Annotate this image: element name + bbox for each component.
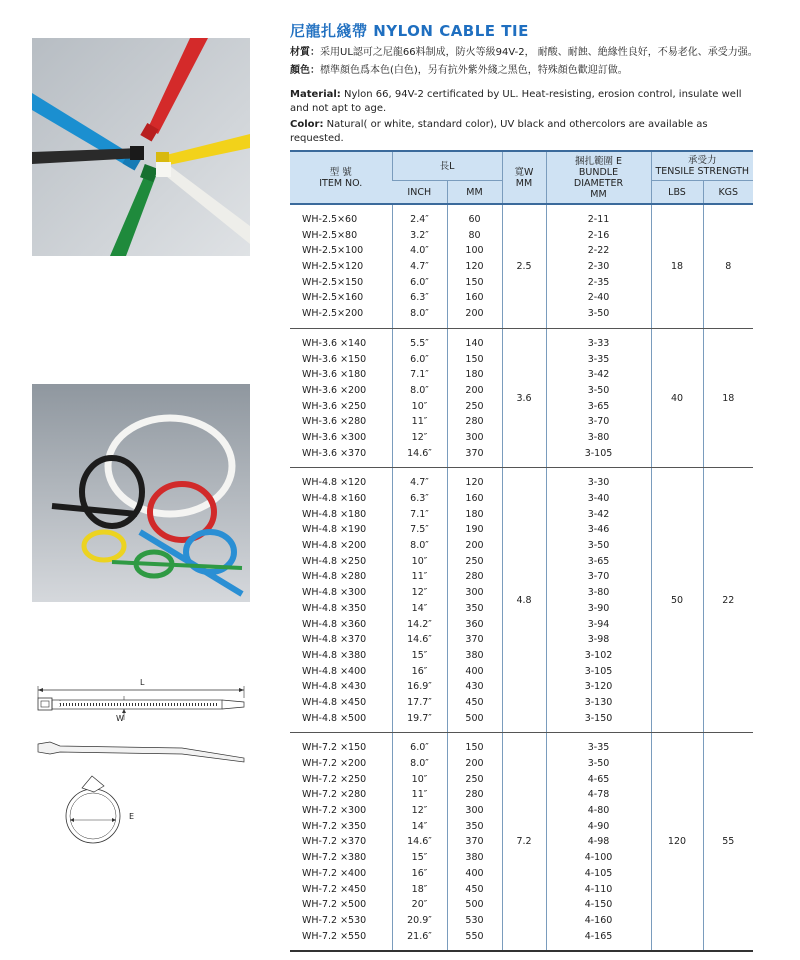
mm-cell: [447, 328, 502, 468]
inch-cell-value: 6.0″: [410, 742, 429, 754]
inch-cell-value: 5.5″: [410, 337, 429, 349]
item-cell-value: WH-3.6 ×300: [302, 431, 367, 443]
item-cell-value: WH-4.8 ×400: [302, 665, 367, 677]
inch-cell-value: 8.0″: [410, 758, 429, 769]
bundle-cell-value: 3-80: [587, 587, 610, 599]
mm-cell-value: 200: [465, 540, 484, 552]
item-cell: [290, 468, 392, 733]
mm-cell-value: 250: [465, 773, 484, 785]
bundle-cell-value: 3-65: [587, 400, 610, 412]
inch-cell: [392, 328, 447, 468]
inch-cell-value: 11″: [411, 571, 428, 583]
bundle-cell-value: 3-50: [587, 758, 610, 769]
bundle-cell-value: 3-35: [587, 353, 610, 365]
item-cell-value: WH-4.8 ×360: [302, 618, 367, 630]
item-cell-value: WH-4.8 ×450: [302, 696, 367, 708]
inch-cell-value: 15″: [411, 649, 428, 661]
item-cell-value: WH-4.8 ×160: [302, 493, 367, 504]
header-bundle-unit: MM: [590, 188, 607, 200]
item-cell-value: WH-7.2 ×380: [302, 852, 367, 864]
mm-cell-value: 360: [465, 618, 484, 630]
item-cell-value: WH-3.6 ×370: [302, 447, 367, 459]
item-cell-value: WH-4.8 ×350: [302, 602, 367, 614]
cn-color-text: 標準顏色爲本色(白色)，另有抗外紫外綫之黑色，特殊顏色歡迎訂做。: [320, 65, 628, 76]
bundle-cell-value: 2-40: [587, 292, 610, 304]
table-group-row: [290, 328, 753, 468]
mm-cell-value: 300: [465, 587, 484, 599]
bundle-cell: [546, 468, 651, 733]
inch-cell-value: 18″: [411, 883, 428, 895]
item-cell-value: WH-7.2 ×500: [302, 899, 367, 911]
mm-cell-value: 160: [465, 493, 484, 504]
bundle-cell-value: 3-30: [587, 477, 610, 489]
mm-cell-value: 150: [465, 353, 484, 365]
mm-cell-value: 200: [465, 308, 484, 320]
mm-cell-value: 430: [465, 681, 484, 693]
kgs-cell: 18: [703, 328, 753, 468]
width-cell: 2.5: [502, 204, 546, 328]
inch-cell-value: 4.7″: [410, 261, 429, 273]
inch-cell-value: 4.7″: [410, 477, 429, 489]
bundle-cell: [546, 328, 651, 468]
inch-cell-value: 15″: [411, 852, 428, 864]
item-cell-value: WH-4.8 ×190: [302, 524, 367, 536]
inch-cell-value: 14.6″: [407, 634, 432, 646]
kgs-cell: 55: [703, 733, 753, 951]
cn-material-label: 材質：: [290, 47, 320, 58]
bundle-cell-value: 3-42: [587, 508, 610, 520]
item-cell-value: WH-7.2 ×450: [302, 883, 367, 895]
inch-cell-value: 7.1″: [410, 508, 429, 520]
header-tensile-en: TENSILE STRENGTH: [655, 166, 750, 177]
mm-cell: [447, 204, 502, 328]
item-cell-value: WH-2.5×100: [302, 245, 364, 257]
bundle-cell-value: 2-35: [587, 276, 610, 288]
mm-cell-value: 450: [465, 883, 484, 895]
mm-cell-value: 180: [465, 508, 484, 520]
item-cell-value: WH-3.6 ×180: [302, 369, 367, 381]
bundle-cell-value: 4-78: [587, 789, 610, 801]
bundle-cell-value: 3-80: [587, 431, 610, 443]
mm-cell-value: 530: [465, 914, 484, 926]
mm-cell-value: 500: [465, 712, 484, 724]
header-width-unit: MM: [515, 177, 533, 189]
inch-cell-value: 17.7″: [407, 696, 432, 708]
lbs-cell: 50: [651, 468, 703, 733]
inch-cell-value: 20.9″: [407, 914, 432, 926]
mm-cell-value: 250: [465, 400, 484, 412]
mm-cell-value: 450: [465, 696, 484, 708]
mm-cell-value: 160: [465, 292, 484, 304]
dimension-diagram: [32, 676, 257, 846]
kgs-cell: 22: [703, 468, 753, 733]
item-cell-value: WH-3.6 ×250: [302, 400, 367, 412]
bundle-cell: [546, 204, 651, 328]
mm-cell-value: 400: [465, 867, 484, 879]
bundle-cell-value: 4-100: [584, 852, 613, 864]
item-cell-value: WH-3.6 ×140: [302, 337, 367, 349]
mm-cell-value: 200: [465, 384, 484, 396]
item-cell-value: WH-4.8 ×250: [302, 555, 367, 567]
item-cell-value: WH-4.8 ×120: [302, 477, 367, 489]
bundle-cell-value: 2-16: [587, 229, 610, 241]
mm-cell-value: 200: [465, 758, 484, 769]
bundle-cell-value: 3-70: [587, 416, 610, 428]
bundle-label: E: [129, 812, 135, 821]
mm-cell-value: 250: [465, 555, 484, 567]
item-cell-value: WH-2.5×120: [302, 261, 364, 273]
item-cell-value: WH-7.2 ×250: [302, 773, 367, 785]
mm-cell-value: 120: [465, 477, 484, 489]
item-cell-value: WH-4.8 ×380: [302, 649, 367, 661]
item-cell-value: WH-2.5×200: [302, 308, 364, 320]
bundle-cell-value: 4-80: [587, 805, 610, 817]
inch-cell-value: 14.6″: [407, 836, 432, 848]
inch-cell-value: 3.2″: [410, 229, 429, 241]
header-bundle-cn: 捆扎範圍 E: [574, 155, 623, 167]
header-length: 長L: [392, 151, 502, 181]
item-cell-value: WH-2.5×150: [302, 276, 364, 288]
bundle-cell-value: 3-40: [587, 493, 610, 504]
item-cell-value: WH-7.2 ×150: [302, 742, 367, 754]
page-title: 尼龍扎綫帶 NYLON CABLE TIE: [290, 22, 529, 40]
inch-cell-value: 4.0″: [410, 245, 429, 257]
header-lbs: LBS: [651, 181, 703, 205]
inch-cell-value: 2.4″: [410, 214, 429, 225]
bundle-cell-value: 3-70: [587, 571, 610, 583]
header-item-en: ITEM NO.: [319, 177, 363, 189]
inch-cell-value: 10″: [411, 400, 428, 412]
inch-cell: [392, 204, 447, 328]
item-cell-value: WH-2.5×60: [302, 214, 358, 225]
header-item: [290, 151, 392, 204]
bundle-cell-value: 3-94: [587, 618, 610, 630]
item-cell-value: WH-2.5×160: [302, 292, 364, 304]
inch-cell-value: 12″: [411, 587, 428, 599]
mm-cell-value: 120: [465, 261, 484, 273]
item-cell-value: WH-2.5×80: [302, 229, 358, 241]
mm-cell-value: 380: [465, 649, 484, 661]
bundle-cell-value: 3-46: [587, 524, 610, 536]
mm-cell: [447, 733, 502, 951]
mm-cell-value: 370: [465, 447, 484, 459]
table-group-row: [290, 468, 753, 733]
item-cell-value: WH-3.6 ×150: [302, 353, 367, 365]
mm-cell-value: 350: [465, 602, 484, 614]
header-inch: INCH: [392, 181, 447, 205]
bundle-cell-value: 4-90: [587, 820, 610, 832]
table-group-row: [290, 733, 753, 951]
item-cell-value: WH-7.2 ×550: [302, 930, 367, 942]
item-cell-value: WH-7.2 ×300: [302, 805, 367, 817]
inch-cell-value: 12″: [411, 805, 428, 817]
lbs-cell: 40: [651, 328, 703, 468]
header-item-cn: 型 號: [329, 166, 352, 178]
en-material-line: [290, 88, 755, 116]
inch-cell-value: 7.1″: [410, 369, 429, 381]
bundle-cell-value: 3-105: [584, 665, 613, 677]
mm-cell-value: 380: [465, 852, 484, 864]
inch-cell-value: 12″: [411, 431, 428, 443]
header-bundle: [546, 151, 651, 204]
en-material-label: Material:: [290, 89, 341, 100]
mm-cell-value: 100: [465, 245, 484, 257]
inch-cell-value: 11″: [411, 416, 428, 428]
mm-cell-value: 550: [465, 930, 484, 942]
mm-cell-value: 180: [465, 369, 484, 381]
mm-cell-value: 370: [465, 634, 484, 646]
header-width: [502, 151, 546, 204]
header-bundle-en2: DIAMETER: [573, 177, 624, 189]
mm-cell-value: 500: [465, 899, 484, 911]
inch-cell-value: 6.0″: [410, 276, 429, 288]
inch-cell-value: 21.6″: [407, 930, 432, 942]
length-label: L: [140, 678, 145, 687]
mm-cell-value: 140: [465, 337, 484, 349]
header-tensile: [651, 151, 753, 181]
bundle-cell-value: 3-50: [587, 308, 610, 320]
bundle-cell-value: 4-98: [587, 836, 610, 848]
cn-color-line: [290, 64, 628, 78]
bundle-cell-value: 2-30: [587, 261, 610, 273]
mm-cell-value: 80: [468, 229, 481, 241]
item-cell-value: WH-4.8 ×370: [302, 634, 367, 646]
inch-cell-value: 14.2″: [407, 618, 432, 630]
item-cell-value: WH-7.2 ×400: [302, 867, 367, 879]
en-color-label: Color:: [290, 119, 324, 130]
inch-cell-value: 19.7″: [407, 712, 432, 724]
mm-cell-value: 280: [465, 571, 484, 583]
inch-cell-value: 16.9″: [407, 681, 432, 693]
bundle-cell-value: 4-165: [584, 930, 613, 942]
item-cell: [290, 328, 392, 468]
bundle-cell-value: 3-35: [587, 742, 610, 754]
mm-cell: [447, 468, 502, 733]
item-cell-value: WH-7.2 ×370: [302, 836, 367, 848]
item-cell: [290, 733, 392, 951]
mm-cell-value: 280: [465, 789, 484, 801]
width-label: W: [116, 714, 124, 723]
en-color-text: Natural( or white, standard color), UV black and othercolors are available as requested.: [290, 119, 708, 144]
item-cell: [290, 204, 392, 328]
bundle-cell-value: 3-150: [584, 712, 613, 724]
cn-color-label: 顏色：: [290, 65, 320, 76]
item-cell-value: WH-7.2 ×200: [302, 758, 367, 769]
inch-cell-value: 7.5″: [410, 524, 429, 536]
bundle-cell-value: 3-65: [587, 555, 610, 567]
mm-cell-value: 300: [465, 805, 484, 817]
mm-cell-value: 150: [465, 742, 484, 754]
item-cell-value: WH-4.8 ×200: [302, 540, 367, 552]
bundle-cell-value: 2-11: [587, 214, 610, 225]
bundle-cell-value: 4-160: [584, 914, 613, 926]
bundle-cell: [546, 733, 651, 951]
inch-cell-value: 16″: [411, 665, 428, 677]
mm-cell-value: 280: [465, 416, 484, 428]
inch-cell-value: 16″: [411, 867, 428, 879]
bundle-cell-value: 4-105: [584, 867, 613, 879]
bundle-cell-value: 3-105: [584, 447, 613, 459]
inch-cell-value: 10″: [411, 773, 428, 785]
header-mm: MM: [447, 181, 502, 205]
spec-table: [290, 150, 753, 952]
lbs-cell: 120: [651, 733, 703, 951]
header-tensile-cn: 承受力: [687, 155, 717, 166]
table-group-row: [290, 204, 753, 328]
inch-cell: [392, 733, 447, 951]
header-kgs: KGS: [703, 181, 753, 205]
inch-cell-value: 20″: [411, 899, 428, 911]
bundle-cell-value: 3-50: [587, 540, 610, 552]
item-cell-value: WH-7.2 ×530: [302, 914, 367, 926]
width-cell: 7.2: [502, 733, 546, 951]
cable-tie-photo-loops: [32, 384, 250, 602]
bundle-cell-value: 3-90: [587, 602, 610, 614]
mm-cell-value: 400: [465, 665, 484, 677]
bundle-cell-value: 4-110: [584, 883, 613, 895]
inch-cell-value: 11″: [411, 789, 428, 801]
inch-cell-value: 8.0″: [410, 384, 429, 396]
bundle-cell-value: 2-22: [587, 245, 610, 257]
width-cell: 4.8: [502, 468, 546, 733]
item-cell-value: WH-4.8 ×500: [302, 712, 367, 724]
item-cell-value: WH-3.6 ×200: [302, 384, 367, 396]
bundle-cell-value: 4-150: [584, 899, 613, 911]
cable-tie-photo-star: [32, 38, 250, 256]
bundle-cell-value: 3-42: [587, 369, 610, 381]
inch-cell-value: 8.0″: [410, 308, 429, 320]
mm-cell-value: 370: [465, 836, 484, 848]
bundle-cell-value: 3-120: [584, 681, 613, 693]
inch-cell-value: 14.6″: [407, 447, 432, 459]
header-width-cn: 寬W: [514, 166, 534, 178]
bundle-cell-value: 3-98: [587, 634, 610, 646]
cn-material-line: [290, 46, 758, 60]
lbs-cell: 18: [651, 204, 703, 328]
inch-cell-value: 14″: [411, 602, 428, 614]
cn-material-text: 采用UL認可之尼龍66料制成，防火等級94V-2， 耐酸、耐蝕、絶緣性良好，不易老化、承受力强。: [320, 47, 758, 58]
mm-cell-value: 150: [465, 276, 484, 288]
header-bundle-en1: BUNDLE: [578, 166, 619, 178]
bundle-cell-value: 3-130: [584, 696, 613, 708]
width-cell: 3.6: [502, 328, 546, 468]
bundle-cell-value: 3-102: [584, 649, 613, 661]
inch-cell-value: 6.3″: [410, 292, 429, 304]
inch-cell-value: 6.3″: [410, 493, 429, 504]
mm-cell-value: 60: [468, 214, 481, 225]
mm-cell-value: 300: [465, 431, 484, 443]
en-material-text: Nylon 66, 94V-2 certificated by UL. Heat-resisting, erosion control, insulate well and not apt to age.: [290, 89, 742, 114]
mm-cell-value: 190: [465, 524, 484, 536]
en-color-line: [290, 118, 755, 146]
inch-cell-value: 6.0″: [410, 353, 429, 365]
inch-cell-value: 14″: [411, 820, 428, 832]
item-cell-value: WH-4.8 ×280: [302, 571, 367, 583]
bundle-cell-value: 3-50: [587, 384, 610, 396]
item-cell-value: WH-4.8 ×180: [302, 508, 367, 520]
mm-cell-value: 350: [465, 820, 484, 832]
item-cell-value: WH-4.8 ×430: [302, 681, 367, 693]
bundle-cell-value: 3-33: [587, 337, 610, 349]
item-cell-value: WH-3.6 ×280: [302, 416, 367, 428]
item-cell-value: WH-7.2 ×280: [302, 789, 367, 801]
spec-body: [290, 204, 753, 951]
bundle-cell-value: 4-65: [587, 773, 610, 785]
kgs-cell: 8: [703, 204, 753, 328]
inch-cell: [392, 468, 447, 733]
item-cell-value: WH-7.2 ×350: [302, 820, 367, 832]
inch-cell-value: 8.0″: [410, 540, 429, 552]
item-cell-value: WH-4.8 ×300: [302, 587, 367, 599]
inch-cell-value: 10″: [411, 555, 428, 567]
